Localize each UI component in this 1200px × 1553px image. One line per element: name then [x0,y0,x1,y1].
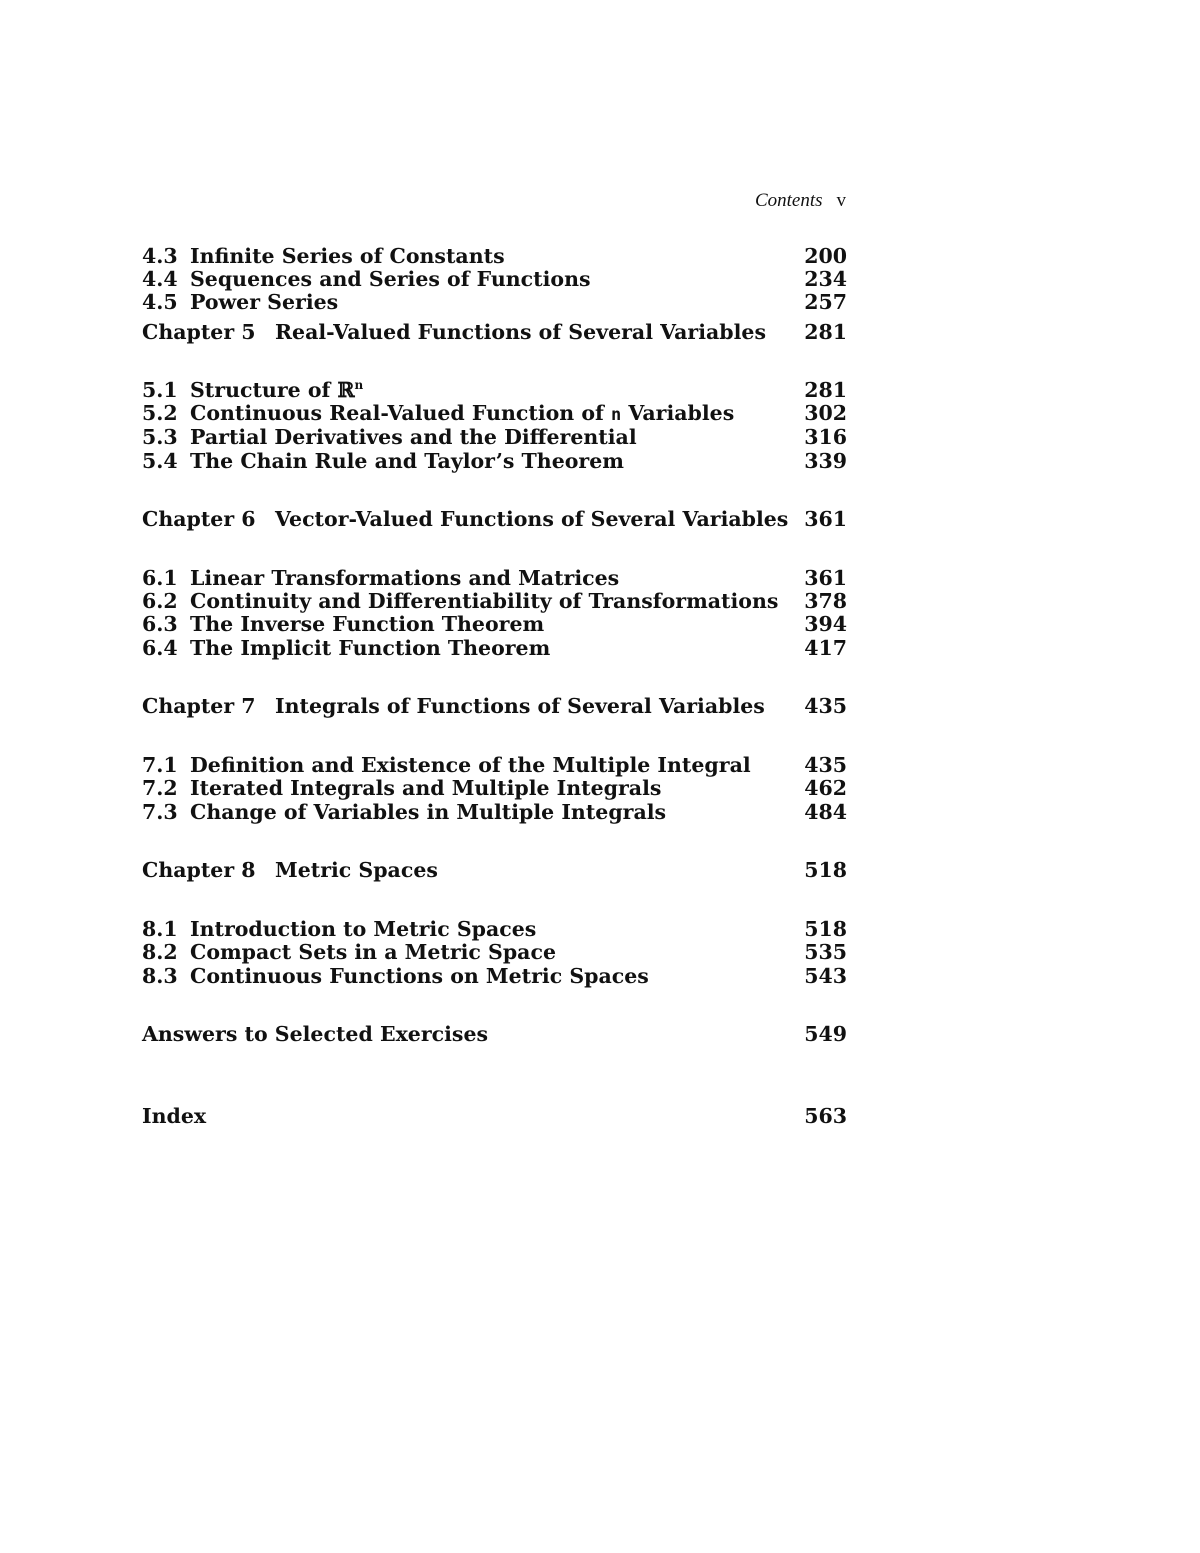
page-number: 518 [804,917,847,941]
toc-entry-8-2 [142,940,847,964]
toc-entry-7-3 [142,800,847,824]
section-title: Change of Variables in Multiple Integrals [190,800,667,824]
page-number: 302 [804,401,847,425]
toc-entry-6-4 [142,636,847,660]
section-number: 6.2 [142,589,178,613]
toc-entry-5-1 [142,378,847,402]
toc-entry-8-3 [142,964,847,988]
toc-chapter-8 [142,858,847,882]
section-number: 5.4 [142,449,178,473]
section-number: 5.2 [142,401,178,425]
chapter-label: Chapter 5 [142,320,256,344]
chapter-title: Real-Valued Functions of Several Variables [275,320,766,344]
page-number: 361 [804,566,847,590]
section-number: 4.3 [142,244,178,268]
chapter-title: Vector-Valued Functions of Several Variables [275,507,789,531]
page-number: 316 [804,425,847,449]
section-title-text: Structure of ℝ [190,378,355,402]
toc-chapter-5 [142,320,847,344]
toc-entry-7-2 [142,776,847,800]
page-number: 200 [804,244,847,268]
toc-entry-6-2 [142,589,847,613]
section-title: Sequences and Series of Functions [190,267,591,291]
toc-index [142,1104,847,1128]
page-number: 339 [804,449,847,473]
superscript-n: n [354,378,364,392]
section-title: Continuity and Differentiability of Transformations [190,589,779,613]
toc-entry-4-3 [142,244,847,268]
running-head [700,190,846,212]
section-number: 8.1 [142,917,178,941]
toc-chapter-7 [142,694,847,718]
page-number: 281 [804,378,847,402]
page-number: 549 [804,1022,847,1046]
toc-entry-4-4 [142,267,847,291]
page-number: 361 [804,507,847,531]
page-number: 563 [804,1104,847,1128]
page-number: 394 [804,612,847,636]
section-title: Iterated Integrals and Multiple Integrals [190,776,662,800]
toc-entry-5-2 [142,401,847,425]
toc-chapter-6 [142,507,847,531]
section-title: Partial Derivatives and the Differential [190,425,637,449]
toc-answers [142,1022,847,1046]
section-number: 7.2 [142,776,178,800]
running-head-title: Contents [754,190,823,211]
page-number: 484 [804,800,847,824]
chapter-label: Chapter 7 [142,694,256,718]
section-title: Compact Sets in a Metric Space [190,940,556,964]
section-title: Introduction to Metric Spaces [190,917,537,941]
page-number: 281 [804,320,847,344]
page-number: 435 [804,753,847,777]
chapter-title: Integrals of Functions of Several Variables [275,694,765,718]
page-number: 543 [804,964,847,988]
toc-entry-7-1 [142,753,847,777]
section-title-before: Continuous Real-Valued Function of [190,401,611,425]
section-title: The Chain Rule and Taylor’s Theorem [190,449,624,473]
toc-entry-5-3 [142,425,847,449]
section-title: The Inverse Function Theorem [190,612,545,636]
chapter-label: Chapter 8 [142,858,256,882]
page-number: 257 [804,290,847,314]
section-number: 4.5 [142,290,178,314]
section-number: 7.1 [142,753,178,777]
section-number: 6.3 [142,612,178,636]
section-number: 6.4 [142,636,178,660]
toc-entry-6-1 [142,566,847,590]
section-number: 6.1 [142,566,178,590]
toc-entry-8-1 [142,917,847,941]
page-number: 518 [804,858,847,882]
section-number: 5.1 [142,378,178,402]
index-title: Index [142,1104,207,1128]
chapter-title: Metric Spaces [275,858,438,882]
section-title: Continuous Functions on Metric Spaces [190,964,649,988]
toc-entry-4-5 [142,290,847,314]
section-title: Infinite Series of Constants [190,244,505,268]
section-number: 4.4 [142,267,178,291]
section-title: Linear Transformations and Matrices [190,566,620,590]
section-number: 5.3 [142,425,178,449]
section-title [190,378,363,402]
page-number: 417 [804,636,847,660]
section-title: Power Series [190,290,339,314]
toc-entry-5-4 [142,449,847,473]
page-number: 234 [804,267,847,291]
page-number: 462 [804,776,847,800]
chapter-label: Chapter 6 [142,507,256,531]
section-number: 7.3 [142,800,178,824]
section-number: 8.2 [142,940,178,964]
section-title: The Implicit Function Theorem [190,636,551,660]
section-title: Definition and Existence of the Multiple Integral [190,753,751,777]
page-number: 378 [804,589,847,613]
running-head-page-number: v [836,190,846,211]
answers-title: Answers to Selected Exercises [142,1022,489,1046]
section-title [190,401,734,425]
section-number: 8.3 [142,964,178,988]
page-number: 535 [804,940,847,964]
page-number: 435 [804,694,847,718]
toc-entry-6-3 [142,612,847,636]
variable-n: n [610,405,622,425]
section-title-after: Variables [621,401,735,425]
